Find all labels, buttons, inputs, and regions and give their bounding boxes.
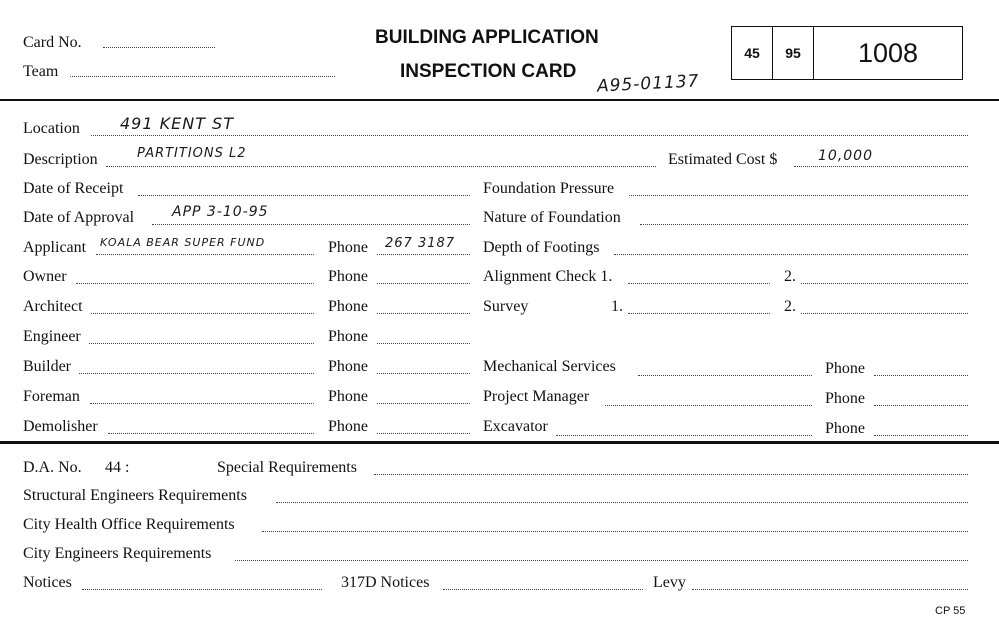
architect-line [91,313,314,314]
nature-of-foundation-label: Nature of Foundation [483,209,621,226]
applicant-phone-line [377,254,470,255]
title-line-2: INSPECTION CARD [400,61,577,82]
health-requirements-line [262,531,968,532]
applicant-phone-label: Phone [328,239,368,256]
city-engineers-requirements-label: City Engineers Requirements [23,545,212,562]
nature-of-foundation-line [640,224,968,225]
header-rule [0,99,999,101]
location-label: Location [23,120,80,137]
notices-label: Notices [23,574,72,591]
depth-of-footings-label: Depth of Footings [483,239,600,256]
mechanical-services-phone-line [874,375,968,376]
architect-phone-line [377,313,470,314]
description-value: PARTITIONS L2 [137,146,247,161]
project-manager-label: Project Manager [483,388,590,405]
project-manager-line [605,405,812,406]
survey-2-label: 2. [784,298,796,315]
card-no-line [103,47,215,48]
engineer-phone-label: Phone [328,328,368,345]
foundation-pressure-label: Foundation Pressure [483,180,615,197]
alignment-check-line-2 [801,283,968,284]
date-of-approval-line [152,224,470,225]
demolisher-line [108,433,314,434]
demolisher-label: Demolisher [23,418,98,435]
applicant-phone-value: 267 3187 [385,236,456,251]
special-requirements-label: Special Requirements [217,459,357,476]
excavator-line [556,435,812,436]
estimated-cost-label: Estimated Cost $ [668,151,778,168]
survey-label: Survey [483,298,529,315]
card-number-box [731,26,963,80]
engineer-phone-line [377,343,470,344]
middle-rule [0,441,999,444]
depth-of-footings-line [614,254,968,255]
architect-label: Architect [23,298,83,315]
estimated-cost-value: 10,000 [818,148,873,164]
box-a: 45 [732,27,773,79]
owner-phone-line [377,283,470,284]
project-manager-phone-label: Phone [825,390,865,407]
demolisher-phone-line [377,433,470,434]
owner-phone-label: Phone [328,268,368,285]
date-of-approval-value: APP 3-10-95 [172,204,269,220]
da-no-label: D.A. No. [23,459,82,476]
form-code: CP 55 [935,605,966,617]
applicant-value: KOALA BEAR SUPER FUND [100,236,266,249]
foreman-label: Foreman [23,388,80,405]
box-b: 95 [773,27,814,79]
foreman-phone-label: Phone [328,388,368,405]
alignment-check-label: Alignment Check 1. [483,268,613,285]
notices-317d-label: 317D Notices [341,574,430,591]
date-of-receipt-line [138,195,470,196]
engineer-label: Engineer [23,328,81,345]
builder-phone-label: Phone [328,358,368,375]
owner-label: Owner [23,268,67,285]
owner-line [76,283,314,284]
mechanical-services-phone-label: Phone [825,360,865,377]
notices-line [82,589,322,590]
notices-317d-line [443,589,643,590]
location-line [91,135,968,136]
alignment-check-line-1 [628,283,770,284]
date-of-approval-label: Date of Approval [23,209,135,226]
structural-requirements-line [276,502,968,503]
excavator-phone-label: Phone [825,420,865,437]
description-line [106,166,656,167]
health-requirements-label: City Health Office Requirements [23,516,235,533]
engineer-line [89,343,314,344]
card-number: 1008 [857,37,919,68]
levy-label: Levy [653,574,686,591]
builder-line [79,373,314,374]
mechanical-services-label: Mechanical Services [483,358,616,375]
builder-label: Builder [23,358,71,375]
title-line-1: BUILDING APPLICATION [375,27,599,48]
architect-phone-label: Phone [328,298,368,315]
team-label: Team [23,63,59,80]
mechanical-services-line [638,375,812,376]
da-no-value: 44 : [105,459,130,476]
alignment-check-2-label: 2. [784,268,796,285]
demolisher-phone-label: Phone [328,418,368,435]
card-no-label: Card No. [23,34,82,51]
applicant-label: Applicant [23,239,87,256]
excavator-phone-line [874,435,968,436]
builder-phone-line [377,373,470,374]
foreman-phone-line [377,403,470,404]
applicant-line [96,254,314,255]
location-value: 491 KENT ST [120,114,234,133]
project-manager-phone-line [874,405,968,406]
survey-line-1 [628,313,770,314]
city-engineers-requirements-line [235,560,968,561]
description-label: Description [23,151,98,168]
special-requirements-line [374,474,968,475]
date-of-receipt-label: Date of Receipt [23,180,124,197]
survey-1-label: 1. [611,298,623,315]
structural-requirements-label: Structural Engineers Requirements [23,487,247,504]
excavator-label: Excavator [483,418,548,435]
foundation-pressure-line [629,195,968,196]
survey-line-2 [801,313,968,314]
estimated-cost-line [794,166,968,167]
levy-line [692,589,968,590]
team-line [70,76,335,77]
application-reference: A95-01137 [596,71,700,97]
foreman-line [90,403,314,404]
